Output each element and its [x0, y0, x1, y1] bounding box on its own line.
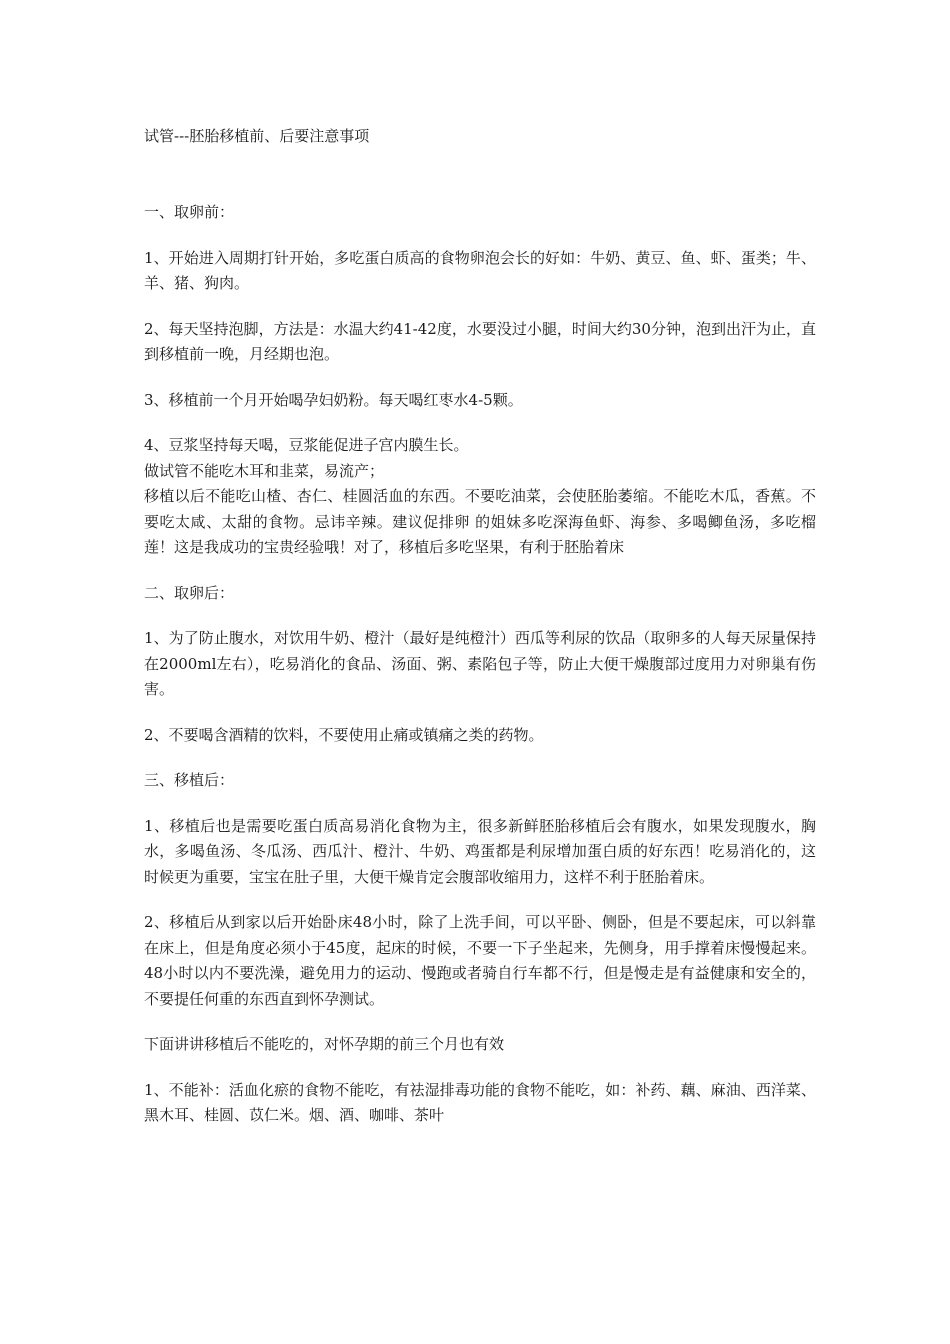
paragraph: 移植以后不能吃山楂、杏仁、桂圆活血的东西。不要吃油菜，会使胚胎萎缩。不能吃木瓜，香蕉。不要吃太咸、太甜的食物。忌讳辛辣。建议促排卵 的姐妹多吃深海鱼虾、海参、多喝鲫鱼汤，多吃榴莲！这是我成功的宝贵经验哦！对了，移植后多吃坚果，有利于胚胎着床 — [144, 487, 816, 556]
paragraph: 2、每天坚持泡脚，方法是：水温大约41-42度，水要没过小腿，时间大约30分钟，泡到出汗为止，直到移植前一晚，月经期也泡。 — [144, 319, 816, 363]
paragraph: 1、不能补：活血化瘀的食物不能吃，有祛湿排毒功能的食物不能吃，如：补药、藕、麻油、西洋菜、黑木耳、桂圆、苡仁米。烟、酒、咖啡、茶叶 — [144, 1080, 816, 1124]
paragraph: 1、开始进入周期打针开始，多吃蛋白质高的食物卵泡会长的好如：牛奶、黄豆、鱼、虾、蛋类；牛、羊、猪、狗肉。 — [144, 248, 816, 292]
paragraph: 做试管不能吃木耳和韭菜，易流产； — [144, 461, 385, 480]
document-body — [144, 200, 816, 1129]
paragraph: 4、豆浆坚持每天喝，豆浆能促进子宫内膜生长。 — [144, 436, 469, 454]
paragraph: 3、移植前一个月开始喝孕妇奶粉。每天喝红枣水4-5颗。 — [144, 390, 523, 409]
paragraph: 2、不要喝含酒精的饮料，不要使用止痛或镇痛之类的药物。 — [144, 725, 544, 744]
section-heading: 一、取卵前： — [144, 203, 235, 221]
section-heading: 二、取卵后： — [144, 583, 235, 602]
document-title: 试管---胚胎移植前、后要注意事项 — [144, 127, 370, 145]
section-heading: 三、移植后： — [144, 771, 235, 789]
paragraph: 1、为了防止腹水，对饮用牛奶、橙汁（最好是纯橙汁）西瓜等利尿的饮品（取卵多的人每天尿量保持在2000ml左右），吃易消化的食品、汤面、粥、素陷包子等，防止大便干燥腹部过度用力对卵巢有伤害。 — [144, 629, 816, 698]
paragraph: 下面讲讲移植后不能吃的，对怀孕期的前三个月也有效 — [144, 1035, 505, 1053]
paragraph: 2、移植后从到家以后开始卧床48小时，除了上洗手间，可以平卧、侧卧，但是不要起床，可以斜靠在床上，但是角度必须小于45度，起床的时候，不要一下子坐起来，先侧身，用手撑着床慢慢起来。48小时以内不要洗澡，避免用力的运动、慢跑或者骑自行车都不行，但是慢走是有益健康和安全的，不要提任何重的东西直到怀孕测试。 — [144, 913, 816, 1008]
paragraph: 1、移植后也是需要吃蛋白质高易消化食物为主，很多新鲜胚胎移植后会有腹水，如果发现腹水，胸水，多喝鱼汤、冬瓜汤、西瓜汁、橙汁、牛奶、鸡蛋都是利尿增加蛋白质的好东西！吃易消化的，这时候更为重要，宝宝在肚子里，大便干燥肯定会腹部收缩用力，这样不利于胚胎着床。 — [144, 816, 816, 886]
